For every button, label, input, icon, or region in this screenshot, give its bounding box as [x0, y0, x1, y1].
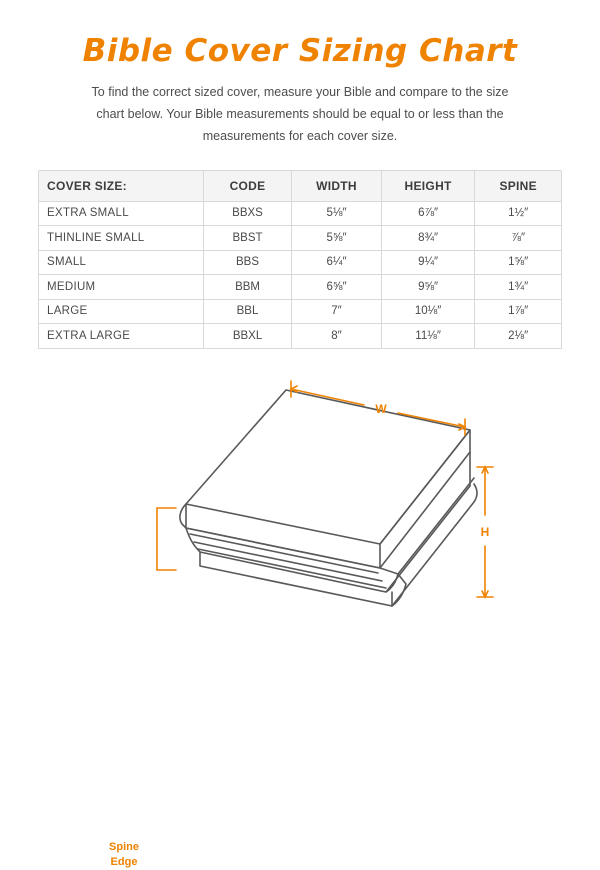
- spine-pointer-line: [157, 508, 176, 570]
- bible-illustration: [0, 356, 600, 868]
- width-label: W: [375, 402, 387, 416]
- column-header-width: WIDTH: [292, 170, 382, 201]
- cell-height: 6⅞″: [381, 201, 475, 226]
- sizing-chart-page: [0, 33, 600, 868]
- table-body: [39, 201, 562, 348]
- spine-edge-label-line2: Edge: [110, 855, 138, 868]
- cell-code: BBM: [203, 275, 291, 300]
- table-header-row: [39, 170, 562, 201]
- cell-spine: 1½″: [475, 201, 562, 226]
- cell-height: 10⅛″: [381, 299, 475, 324]
- cell-width: 8″: [292, 324, 382, 349]
- cell-height: 9¼″: [381, 250, 475, 275]
- cell-width: 6⅝″: [292, 275, 382, 300]
- column-header-cover-size: COVER SIZE:: [39, 170, 204, 201]
- cell-width: 7″: [292, 299, 382, 324]
- cell-width: 5⅝″: [292, 226, 382, 251]
- cell-cover-size: EXTRA SMALL: [39, 201, 204, 226]
- column-header-height: HEIGHT: [381, 170, 475, 201]
- spine-edge-label-line1: Spine: [109, 841, 139, 853]
- cell-cover-size: MEDIUM: [39, 275, 204, 300]
- cell-cover-size: THINLINE SMALL: [39, 226, 204, 251]
- sizing-table-wrapper: [38, 170, 562, 349]
- table-row: [39, 275, 562, 300]
- cell-height: 11⅛″: [381, 324, 475, 349]
- cell-width: 5⅛″: [292, 201, 382, 226]
- cell-spine: 2⅛″: [475, 324, 562, 349]
- cell-cover-size: LARGE: [39, 299, 204, 324]
- page-title: Bible Cover Sizing Chart: [82, 33, 518, 69]
- cell-cover-size: SMALL: [39, 250, 204, 275]
- cell-spine: 1⅝″: [475, 250, 562, 275]
- cell-cover-size: EXTRA LARGE: [39, 324, 204, 349]
- column-header-spine: SPINE: [475, 170, 562, 201]
- cell-code: BBXS: [203, 201, 291, 226]
- cell-code: BBST: [203, 226, 291, 251]
- table-row: [39, 299, 562, 324]
- cell-code: BBL: [203, 299, 291, 324]
- column-header-code: CODE: [203, 170, 291, 201]
- cell-code: BBS: [203, 250, 291, 275]
- cell-spine: ⅞″: [475, 226, 562, 251]
- sizing-table: [38, 170, 562, 349]
- cell-spine: 1⅞″: [475, 299, 562, 324]
- page-subtitle: To find the correct sized cover, measure your Bible and compare to the size chart below. Your Bible measurements should be equal to or less than the measurements for each cover size.: [91, 85, 509, 143]
- cell-width: 6¼″: [292, 250, 382, 275]
- cell-spine: 1¾″: [475, 275, 562, 300]
- table-row: [39, 324, 562, 349]
- table-row: [39, 250, 562, 275]
- cell-code: BBXL: [203, 324, 291, 349]
- cell-height: 8¾″: [381, 226, 475, 251]
- table-row: [39, 226, 562, 251]
- table-header: [39, 170, 562, 201]
- table-row: [39, 201, 562, 226]
- cell-height: 9⅝″: [381, 275, 475, 300]
- spine-edge-label: [98, 840, 150, 870]
- height-label: H: [480, 525, 490, 539]
